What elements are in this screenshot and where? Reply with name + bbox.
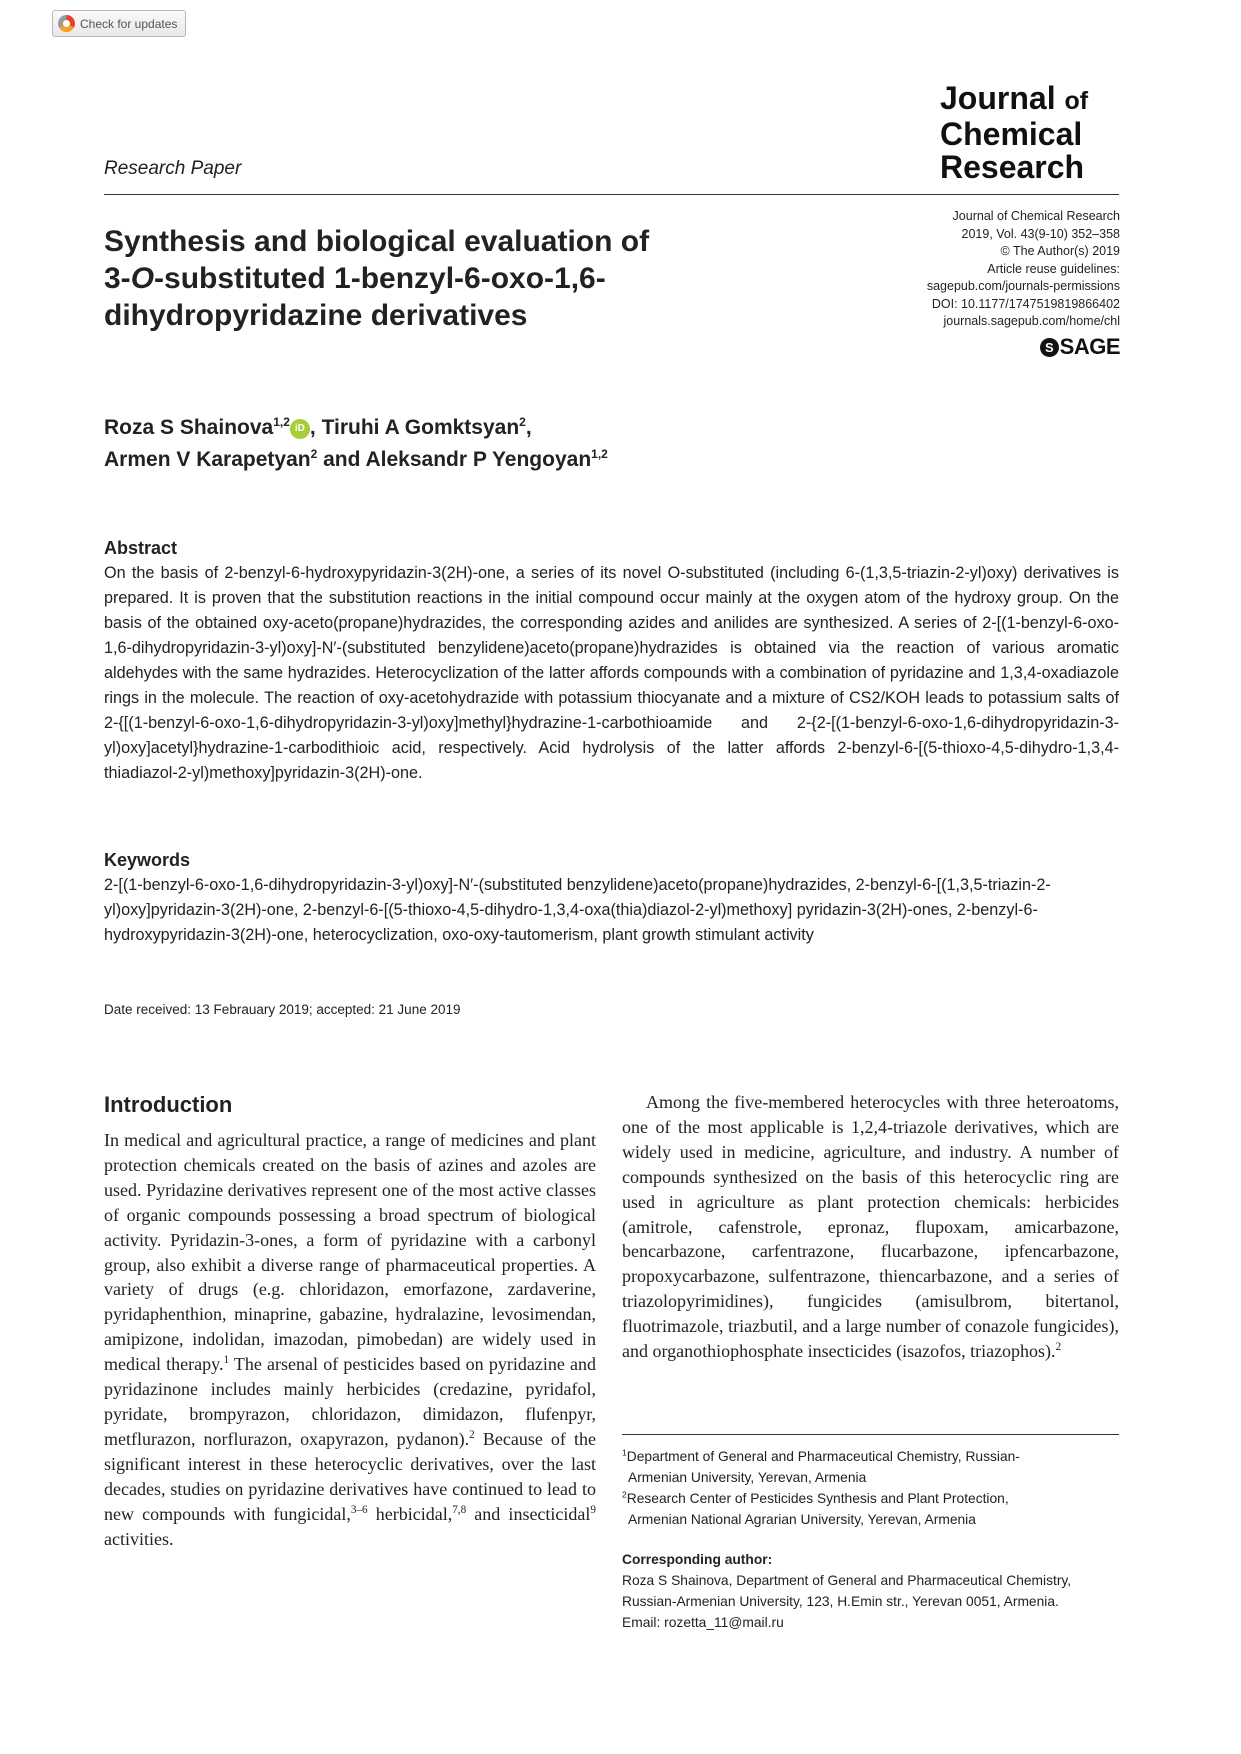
author-4: and Aleksandr P Yengoyan xyxy=(317,448,592,471)
abstract xyxy=(104,538,1119,786)
corresponding-author: Corresponding author: Roza S Shainova, Department of General and Pharmaceutical Chemistry, Russian-Armenian University, 123, H.Emin str., Yerevan 0051, Armenia. Email: rozetta_11@mail.ru xyxy=(622,1549,1119,1633)
journal-logo-of: of xyxy=(1064,87,1089,115)
author-2: , Tiruhi A Gomktsyan xyxy=(309,416,520,439)
orcid-icon[interactable]: iD xyxy=(290,419,310,439)
journal-logo-line1: Journal xyxy=(940,80,1056,116)
meta-permissions-link[interactable]: sagepub.com/journals-permissions xyxy=(926,279,1120,293)
check-for-updates-label: Check for updates xyxy=(80,16,178,31)
meta-volume: 2019, Vol. 43(9-10) 352–358 xyxy=(961,226,1120,241)
journal-logo-line2: Chemical xyxy=(940,116,1083,152)
footnote-rule xyxy=(622,1434,1119,1435)
meta-home-link[interactable]: journals.sagepub.com/home/chl xyxy=(943,314,1120,328)
citation-ref[interactable]: 2 xyxy=(1055,1341,1062,1354)
check-for-updates-button[interactable] xyxy=(52,10,186,37)
title-line1: Synthesis and biological evaluation of xyxy=(104,225,650,258)
section-label: Research Paper xyxy=(104,158,242,179)
sage-logo xyxy=(1040,334,1120,360)
sage-wordmark: SAGE xyxy=(1059,334,1120,359)
title-line2: 3-O-substituted 1-benzyl-6-oxo-1,6- xyxy=(104,262,606,295)
abstract-heading: Abstract xyxy=(104,538,178,558)
keywords-heading: Keywords xyxy=(104,850,191,870)
crossmark-icon xyxy=(58,15,75,32)
affiliations: $^1$Department of General and Pharmaceutical Chemistry, Russian- Armenian University, Yerevan, Armenia $^2$Research Center of Pesticides Synthesis and Plant Protection, Armenian National Agrarian University, Yerevan, Armenia xyxy=(622,1446,1119,1530)
meta-doi[interactable]: DOI: 10.1177/1747519819866402 xyxy=(931,296,1120,311)
sage-s-icon: S xyxy=(1040,338,1059,357)
citation-ref[interactable]: 2 xyxy=(469,1428,475,1441)
citation-ref[interactable]: 1 xyxy=(223,1354,230,1367)
abstract-text: On the basis of 2-benzyl-6-hydroxypyridazin-3(2H)-one, a series of its novel O-substituted (including 6-(1,3,5-triazin-2-yl)oxy) derivatives is prepared. It is proven that the substitution reactions in the initial compound occur mainly at the oxygen atom of the hydroxy group. On the basis of the obtained oxy-aceto(propane)hydrazides, the corresponding azides and anilides are synthesized. A series of 2-[(1-benzyl-6-oxo-1,6-dihydropyridazin-3-yl)oxy]-N′-(substituted benzylidene)aceto(propane)hydrazides is obtained via the reaction of various aromatic aldehydes with the same hydrazides. Heterocyclization of the latter affords compounds with a combination of pyridazine and 1,3,4-oxadiazole rings in the molecule. The reaction of oxy-acetohydrazide with potassium thiocyanate and a mixture of CS2/KOH leads to potassium salts of 2-{[(1-benzyl-6-oxo-1,6-dihydropyridazin-3-yl)oxy]methyl}hydrazine-1-carbothioamide and 2-{2-[(1-benzyl-6-oxo-1,6-dihydropyridazin-3-yl)oxy]acetyl}hydrazine-1-carbodithioic acid, respectively. Acid hydrolysis of the latter affords 2-benzyl-6-[(5-thioxo-4,5-dihydro-1,3,4-thiadiazol-2-yl)methoxy]pyridazin-3(2H)-one. xyxy=(104,564,1119,782)
meta-copyright: © The Author(s) 2019 xyxy=(1000,244,1120,258)
author-3: Armen V Karapetyan xyxy=(104,448,311,471)
triazole-paragraph: Among the five-membered heterocycles with three heteroatoms, one of the most applicable is 1,2,4-triazole derivatives, which are widely used in medicine, agriculture, and industry. A number of compounds synthesized on the basis of this heterocyclic ring are used in agriculture as plant protection chemicals: herbicides (amitrole, cafenstrole, epronaz, flupoxam, amicarbazone, bencarbazone, carfentrazone, flucarbazone, ipfencarbazone, propoxycarbazone, sulfentrazone, thiencarbazone, and a series of triazolopyrimidines), fungicides (amisulbrom, bitertanol, fluotrimazole, triazbutil, and a large number of conazole fungicides), and organothiophosphate insecticides (isazofos, triazophos).$^2$ xyxy=(622,1092,1119,1362)
introduction-heading: Introduction xyxy=(104,1092,233,1117)
introduction-paragraph: In medical and agricultural practice, a range of medicines and plant protection chemicals created on the basis of azines and azoles are used. Pyridazine derivatives represent one of the most active classes of organic compounds possessing a broad spectrum of biological activity. Pyridazin-3-ones, a form of pyridazine with a carbonyl group, also exhibit a diverse range of pharmaceutical properties. A variety of drugs (e.g. chloridazon, emorfazone, zardaverine, pyridaphenthion, minaprine, gabazine, hydralazine, levosimendan, amipizone, indolidan, imazodan, pimobedan) are widely used in medical therapy.$^1$ The arsenal of pesticides based on pyridazine and pyridazinone includes mainly herbicides (credazine, pyridafol, pyridate, brompyrazon, chloridazon, dimidazon, flufenpyr, metflurazon, norflurazon, oxapyrazon, pydanon).$^2$ Because of the significant interest in these heterocyclic derivatives, over the last decades, studies on pyridazine derivatives have continued to lead to new compounds with fungicidal,$^{3-6}$ herbicidal,$^{7,8}$ and insecticidal$^9$ activities. xyxy=(104,1130,596,1549)
keywords xyxy=(104,850,1119,948)
journal-logo xyxy=(940,82,1120,184)
meta-reuse: Article reuse guidelines: xyxy=(987,261,1120,276)
affiliation-1: $^1$Department of General and Pharmaceutical Chemistry, Russian- xyxy=(622,1447,1020,1464)
corresponding-email[interactable]: Email: rozetta_11@mail.ru xyxy=(622,1615,784,1630)
introduction xyxy=(104,1092,596,1551)
date-received: Date received: 13 Febrauary 2019; accepted: 21 June 2019 xyxy=(104,1002,461,1017)
authors: Roza S Shainova$^{1,2}$ iD , Tiruhi A Gomktsyan$^2$, Armen V Karapetyan$^2$ and Aleksandr P Yengoyan$^{1,2}$ xyxy=(104,415,608,471)
title-line3: dihydropyridazine derivatives xyxy=(104,299,528,332)
header-rule xyxy=(104,194,1119,195)
citation-ref[interactable]: 3–6 xyxy=(350,1503,368,1516)
citation-ref[interactable]: 7,8 xyxy=(452,1503,467,1516)
corresponding-heading: Corresponding author: xyxy=(622,1552,773,1567)
keywords-text: 2-[(1-benzyl-6-oxo-1,6-dihydropyridazin-3-yl)oxy]-N′-(substituted benzylidene)aceto(propane)hydrazides, 2-benzyl-6-[(1,3,5-triazin-2-yl)oxy]pyridazin-3(2H)-one, 2-benzyl-6-[(5-thioxo-4,5-dihydro-1,3,4-oxa(thia)diazol-2-yl)methoxy] pyridazin-3(2H)-ones, 2-benzyl-6-hydroxypyridazin-3(2H)-one, heterocyclization, oxo-oxy-tautomerism, plant growth stimulant activity xyxy=(104,876,1051,944)
author-1: Roza S Shainova xyxy=(104,416,274,439)
meta-journal: Journal of Chemical Research xyxy=(952,209,1120,223)
right-column xyxy=(622,1090,1119,1364)
journal-logo-line3: Research xyxy=(940,149,1085,185)
citation-ref[interactable]: 9 xyxy=(590,1503,596,1516)
article-title xyxy=(104,223,724,334)
affiliation-2: $^2$Research Center of Pesticides Synthesis and Plant Protection, xyxy=(622,1489,1009,1506)
article-meta xyxy=(820,208,1120,331)
